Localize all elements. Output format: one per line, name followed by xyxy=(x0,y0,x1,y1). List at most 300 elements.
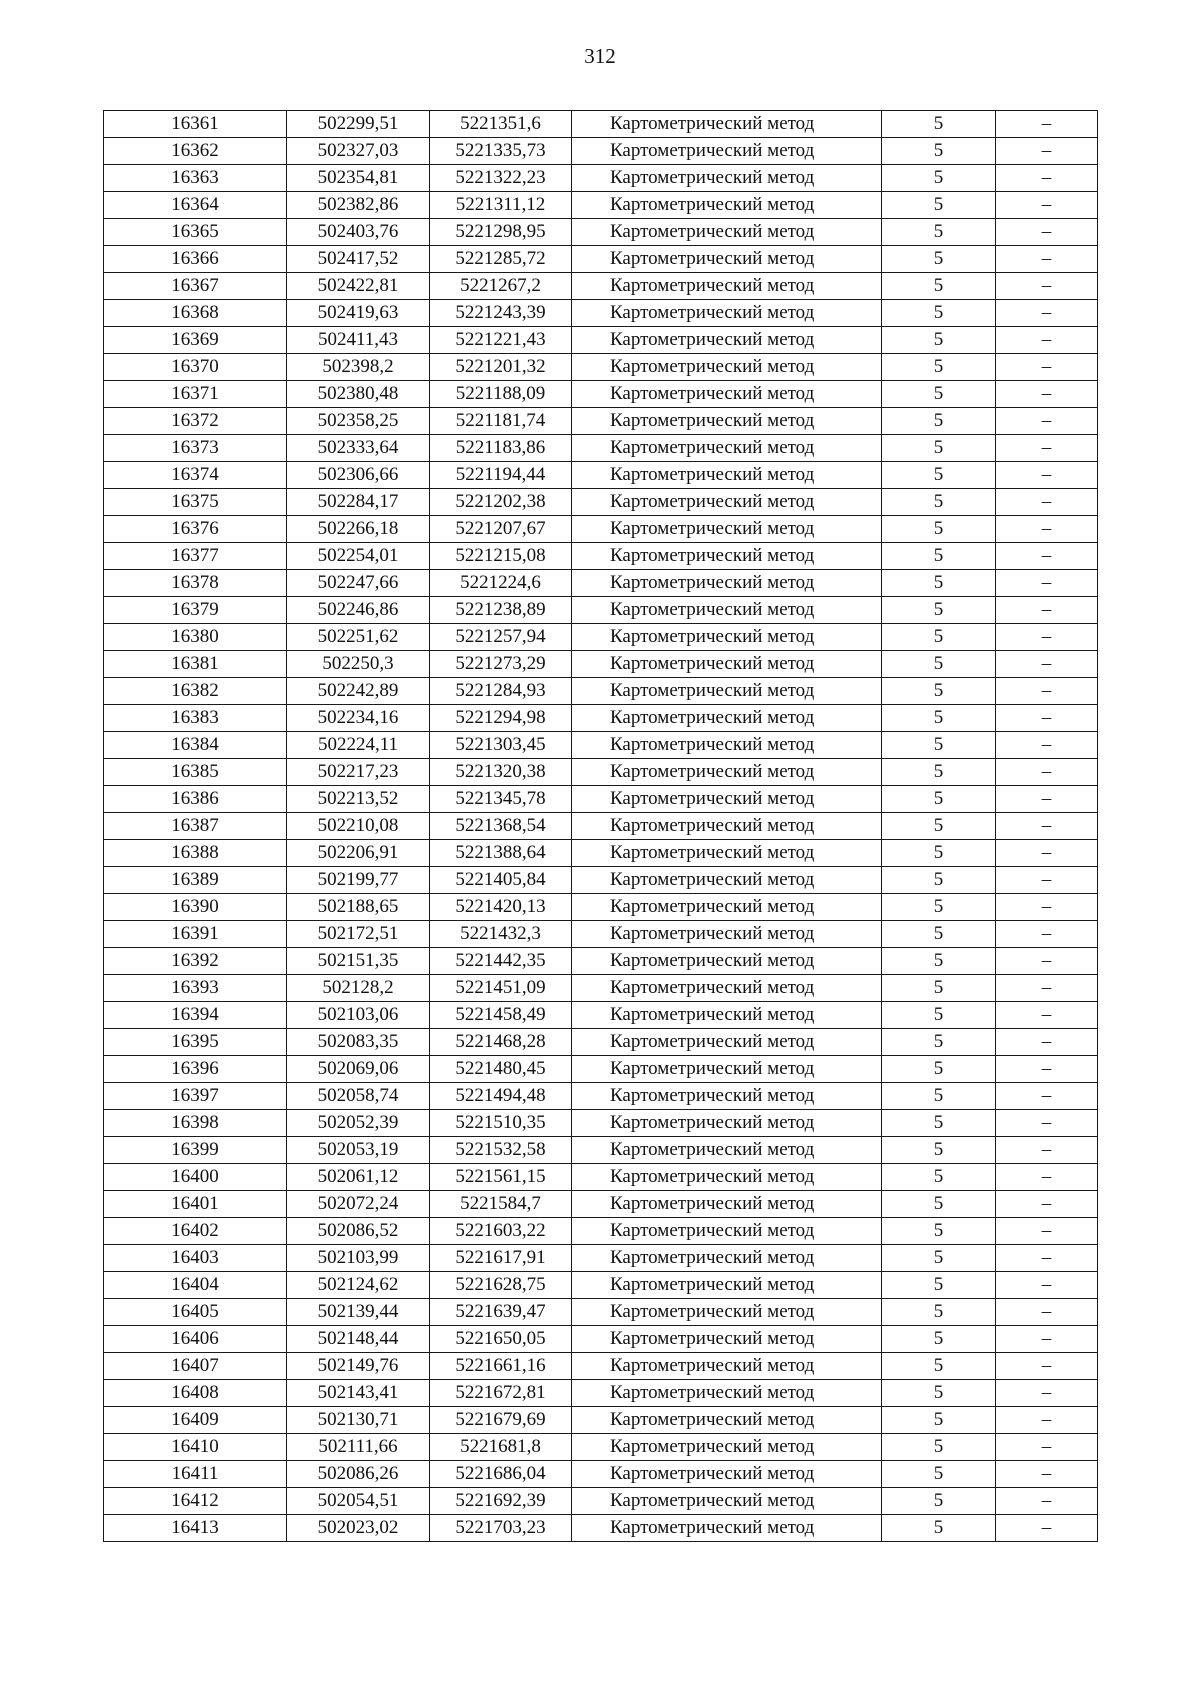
point-number-cell: 16400 xyxy=(104,1164,287,1191)
accuracy-cell: 5 xyxy=(882,1218,996,1245)
table-row xyxy=(104,1299,1098,1326)
y-coordinate-cell: 5221267,2 xyxy=(430,273,572,300)
method-cell: Картометрический метод xyxy=(572,732,882,759)
y-coordinate-cell: 5221672,81 xyxy=(430,1380,572,1407)
y-coordinate-cell: 5221183,86 xyxy=(430,435,572,462)
point-number-cell: 16374 xyxy=(104,462,287,489)
y-coordinate-cell: 5221368,54 xyxy=(430,813,572,840)
method-cell: Картометрический метод xyxy=(572,516,882,543)
x-coordinate-cell: 502327,03 xyxy=(287,138,430,165)
y-coordinate-cell: 5221703,23 xyxy=(430,1515,572,1542)
y-coordinate-cell: 5221405,84 xyxy=(430,867,572,894)
note-cell: – xyxy=(996,651,1098,678)
note-cell: – xyxy=(996,867,1098,894)
table-row xyxy=(104,1515,1098,1542)
table-row xyxy=(104,840,1098,867)
table-row xyxy=(104,489,1098,516)
table-row xyxy=(104,651,1098,678)
accuracy-cell: 5 xyxy=(882,1137,996,1164)
method-cell: Картометрический метод xyxy=(572,435,882,462)
y-coordinate-cell: 5221298,95 xyxy=(430,219,572,246)
x-coordinate-cell: 502103,06 xyxy=(287,1002,430,1029)
accuracy-cell: 5 xyxy=(882,705,996,732)
note-cell: – xyxy=(996,273,1098,300)
x-coordinate-cell: 502354,81 xyxy=(287,165,430,192)
accuracy-cell: 5 xyxy=(882,354,996,381)
note-cell: – xyxy=(996,435,1098,462)
accuracy-cell: 5 xyxy=(882,1083,996,1110)
accuracy-cell: 5 xyxy=(882,678,996,705)
y-coordinate-cell: 5221294,98 xyxy=(430,705,572,732)
x-coordinate-cell: 502213,52 xyxy=(287,786,430,813)
accuracy-cell: 5 xyxy=(882,408,996,435)
accuracy-cell: 5 xyxy=(882,570,996,597)
y-coordinate-cell: 5221692,39 xyxy=(430,1488,572,1515)
note-cell: – xyxy=(996,678,1098,705)
method-cell: Картометрический метод xyxy=(572,1299,882,1326)
table-row xyxy=(104,1353,1098,1380)
x-coordinate-cell: 502086,52 xyxy=(287,1218,430,1245)
point-number-cell: 16382 xyxy=(104,678,287,705)
y-coordinate-cell: 5221215,08 xyxy=(430,543,572,570)
y-coordinate-cell: 5221661,16 xyxy=(430,1353,572,1380)
point-number-cell: 16365 xyxy=(104,219,287,246)
table-row xyxy=(104,1380,1098,1407)
method-cell: Картометрический метод xyxy=(572,597,882,624)
y-coordinate-cell: 5221532,58 xyxy=(430,1137,572,1164)
point-number-cell: 16367 xyxy=(104,273,287,300)
x-coordinate-cell: 502210,08 xyxy=(287,813,430,840)
table-row xyxy=(104,1245,1098,1272)
x-coordinate-cell: 502242,89 xyxy=(287,678,430,705)
note-cell: – xyxy=(996,354,1098,381)
note-cell: – xyxy=(996,840,1098,867)
method-cell: Картометрический метод xyxy=(572,300,882,327)
note-cell: – xyxy=(996,813,1098,840)
y-coordinate-cell: 5221194,44 xyxy=(430,462,572,489)
method-cell: Картометрический метод xyxy=(572,678,882,705)
x-coordinate-cell: 502306,66 xyxy=(287,462,430,489)
accuracy-cell: 5 xyxy=(882,1353,996,1380)
accuracy-cell: 5 xyxy=(882,1029,996,1056)
x-coordinate-cell: 502061,12 xyxy=(287,1164,430,1191)
method-cell: Картометрический метод xyxy=(572,705,882,732)
note-cell: – xyxy=(996,1434,1098,1461)
x-coordinate-cell: 502417,52 xyxy=(287,246,430,273)
x-coordinate-cell: 502358,25 xyxy=(287,408,430,435)
table-row xyxy=(104,786,1098,813)
point-number-cell: 16409 xyxy=(104,1407,287,1434)
y-coordinate-cell: 5221202,38 xyxy=(430,489,572,516)
method-cell: Картометрический метод xyxy=(572,381,882,408)
y-coordinate-cell: 5221351,6 xyxy=(430,111,572,138)
accuracy-cell: 5 xyxy=(882,651,996,678)
note-cell: – xyxy=(996,1515,1098,1542)
x-coordinate-cell: 502072,24 xyxy=(287,1191,430,1218)
point-number-cell: 16376 xyxy=(104,516,287,543)
method-cell: Картометрический метод xyxy=(572,813,882,840)
point-number-cell: 16413 xyxy=(104,1515,287,1542)
page-number: 312 xyxy=(584,44,616,68)
note-cell: – xyxy=(996,948,1098,975)
point-number-cell: 16391 xyxy=(104,921,287,948)
note-cell: – xyxy=(996,921,1098,948)
accuracy-cell: 5 xyxy=(882,1461,996,1488)
y-coordinate-cell: 5221639,47 xyxy=(430,1299,572,1326)
table-row xyxy=(104,165,1098,192)
method-cell: Картометрический метод xyxy=(572,867,882,894)
table-row xyxy=(104,678,1098,705)
note-cell: – xyxy=(996,1218,1098,1245)
x-coordinate-cell: 502380,48 xyxy=(287,381,430,408)
note-cell: – xyxy=(996,192,1098,219)
y-coordinate-cell: 5221257,94 xyxy=(430,624,572,651)
x-coordinate-cell: 502188,65 xyxy=(287,894,430,921)
x-coordinate-cell: 502398,2 xyxy=(287,354,430,381)
table-row xyxy=(104,1461,1098,1488)
method-cell: Картометрический метод xyxy=(572,1272,882,1299)
method-cell: Картометрический метод xyxy=(572,786,882,813)
y-coordinate-cell: 5221686,04 xyxy=(430,1461,572,1488)
method-cell: Картометрический метод xyxy=(572,138,882,165)
table-row xyxy=(104,1083,1098,1110)
note-cell: – xyxy=(996,732,1098,759)
note-cell: – xyxy=(996,1461,1098,1488)
coordinates-table xyxy=(103,110,1098,1542)
method-cell: Картометрический метод xyxy=(572,1515,882,1542)
table-row xyxy=(104,813,1098,840)
y-coordinate-cell: 5221603,22 xyxy=(430,1218,572,1245)
y-coordinate-cell: 5221273,29 xyxy=(430,651,572,678)
note-cell: – xyxy=(996,1380,1098,1407)
accuracy-cell: 5 xyxy=(882,192,996,219)
method-cell: Картометрический метод xyxy=(572,219,882,246)
accuracy-cell: 5 xyxy=(882,1002,996,1029)
method-cell: Картометрический метод xyxy=(572,1056,882,1083)
accuracy-cell: 5 xyxy=(882,462,996,489)
point-number-cell: 16364 xyxy=(104,192,287,219)
y-coordinate-cell: 5221181,74 xyxy=(430,408,572,435)
accuracy-cell: 5 xyxy=(882,786,996,813)
x-coordinate-cell: 502251,62 xyxy=(287,624,430,651)
table-row xyxy=(104,192,1098,219)
y-coordinate-cell: 5221335,73 xyxy=(430,138,572,165)
x-coordinate-cell: 502128,2 xyxy=(287,975,430,1002)
y-coordinate-cell: 5221224,6 xyxy=(430,570,572,597)
method-cell: Картометрический метод xyxy=(572,543,882,570)
x-coordinate-cell: 502224,11 xyxy=(287,732,430,759)
table-row xyxy=(104,1434,1098,1461)
point-number-cell: 16387 xyxy=(104,813,287,840)
table-row xyxy=(104,354,1098,381)
note-cell: – xyxy=(996,219,1098,246)
method-cell: Картометрический метод xyxy=(572,624,882,651)
note-cell: – xyxy=(996,1137,1098,1164)
coordinates-table-body xyxy=(104,111,1098,1542)
y-coordinate-cell: 5221650,05 xyxy=(430,1326,572,1353)
point-number-cell: 16412 xyxy=(104,1488,287,1515)
note-cell: – xyxy=(996,489,1098,516)
note-cell: – xyxy=(996,1056,1098,1083)
x-coordinate-cell: 502266,18 xyxy=(287,516,430,543)
accuracy-cell: 5 xyxy=(882,219,996,246)
method-cell: Картометрический метод xyxy=(572,246,882,273)
point-number-cell: 16379 xyxy=(104,597,287,624)
table-row xyxy=(104,948,1098,975)
note-cell: – xyxy=(996,1083,1098,1110)
note-cell: – xyxy=(996,1029,1098,1056)
point-number-cell: 16362 xyxy=(104,138,287,165)
point-number-cell: 16369 xyxy=(104,327,287,354)
y-coordinate-cell: 5221494,48 xyxy=(430,1083,572,1110)
note-cell: – xyxy=(996,1353,1098,1380)
y-coordinate-cell: 5221451,09 xyxy=(430,975,572,1002)
method-cell: Картометрический метод xyxy=(572,192,882,219)
note-cell: – xyxy=(996,597,1098,624)
table-row xyxy=(104,543,1098,570)
note-cell: – xyxy=(996,543,1098,570)
y-coordinate-cell: 5221188,09 xyxy=(430,381,572,408)
y-coordinate-cell: 5221320,38 xyxy=(430,759,572,786)
note-cell: – xyxy=(996,408,1098,435)
table-row xyxy=(104,1191,1098,1218)
method-cell: Картометрический метод xyxy=(572,651,882,678)
x-coordinate-cell: 502103,99 xyxy=(287,1245,430,1272)
table-row xyxy=(104,516,1098,543)
x-coordinate-cell: 502254,01 xyxy=(287,543,430,570)
point-number-cell: 16401 xyxy=(104,1191,287,1218)
x-coordinate-cell: 502247,66 xyxy=(287,570,430,597)
x-coordinate-cell: 502083,35 xyxy=(287,1029,430,1056)
accuracy-cell: 5 xyxy=(882,435,996,462)
x-coordinate-cell: 502284,17 xyxy=(287,489,430,516)
table-row xyxy=(104,246,1098,273)
note-cell: – xyxy=(996,246,1098,273)
x-coordinate-cell: 502023,02 xyxy=(287,1515,430,1542)
accuracy-cell: 5 xyxy=(882,165,996,192)
accuracy-cell: 5 xyxy=(882,1488,996,1515)
method-cell: Картометрический метод xyxy=(572,759,882,786)
x-coordinate-cell: 502053,19 xyxy=(287,1137,430,1164)
note-cell: – xyxy=(996,381,1098,408)
point-number-cell: 16402 xyxy=(104,1218,287,1245)
y-coordinate-cell: 5221432,3 xyxy=(430,921,572,948)
note-cell: – xyxy=(996,705,1098,732)
y-coordinate-cell: 5221238,89 xyxy=(430,597,572,624)
table-row xyxy=(104,1137,1098,1164)
y-coordinate-cell: 5221284,93 xyxy=(430,678,572,705)
method-cell: Картометрический метод xyxy=(572,894,882,921)
table-row xyxy=(104,408,1098,435)
method-cell: Картометрический метод xyxy=(572,948,882,975)
accuracy-cell: 5 xyxy=(882,1110,996,1137)
accuracy-cell: 5 xyxy=(882,975,996,1002)
accuracy-cell: 5 xyxy=(882,840,996,867)
table-row xyxy=(104,597,1098,624)
table-row xyxy=(104,300,1098,327)
method-cell: Картометрический метод xyxy=(572,840,882,867)
x-coordinate-cell: 502217,23 xyxy=(287,759,430,786)
table-row xyxy=(104,732,1098,759)
table-row xyxy=(104,273,1098,300)
table-row xyxy=(104,1488,1098,1515)
accuracy-cell: 5 xyxy=(882,732,996,759)
method-cell: Картометрический метод xyxy=(572,1218,882,1245)
note-cell: – xyxy=(996,570,1098,597)
method-cell: Картометрический метод xyxy=(572,273,882,300)
method-cell: Картометрический метод xyxy=(572,165,882,192)
note-cell: – xyxy=(996,1191,1098,1218)
note-cell: – xyxy=(996,300,1098,327)
method-cell: Картометрический метод xyxy=(572,1353,882,1380)
table-row xyxy=(104,1029,1098,1056)
note-cell: – xyxy=(996,624,1098,651)
y-coordinate-cell: 5221617,91 xyxy=(430,1245,572,1272)
note-cell: – xyxy=(996,1110,1098,1137)
table-row xyxy=(104,219,1098,246)
x-coordinate-cell: 502052,39 xyxy=(287,1110,430,1137)
note-cell: – xyxy=(996,327,1098,354)
method-cell: Картометрический метод xyxy=(572,570,882,597)
point-number-cell: 16390 xyxy=(104,894,287,921)
x-coordinate-cell: 502111,66 xyxy=(287,1434,430,1461)
method-cell: Картометрический метод xyxy=(572,1488,882,1515)
point-number-cell: 16388 xyxy=(104,840,287,867)
table-row xyxy=(104,921,1098,948)
point-number-cell: 16385 xyxy=(104,759,287,786)
method-cell: Картометрический метод xyxy=(572,1326,882,1353)
point-number-cell: 16375 xyxy=(104,489,287,516)
method-cell: Картометрический метод xyxy=(572,111,882,138)
accuracy-cell: 5 xyxy=(882,1245,996,1272)
x-coordinate-cell: 502172,51 xyxy=(287,921,430,948)
table-row xyxy=(104,759,1098,786)
x-coordinate-cell: 502411,43 xyxy=(287,327,430,354)
point-number-cell: 16384 xyxy=(104,732,287,759)
accuracy-cell: 5 xyxy=(882,273,996,300)
accuracy-cell: 5 xyxy=(882,1056,996,1083)
point-number-cell: 16397 xyxy=(104,1083,287,1110)
accuracy-cell: 5 xyxy=(882,1434,996,1461)
accuracy-cell: 5 xyxy=(882,759,996,786)
note-cell: – xyxy=(996,1245,1098,1272)
y-coordinate-cell: 5221480,45 xyxy=(430,1056,572,1083)
x-coordinate-cell: 502333,64 xyxy=(287,435,430,462)
point-number-cell: 16363 xyxy=(104,165,287,192)
note-cell: – xyxy=(996,975,1098,1002)
method-cell: Картометрический метод xyxy=(572,1434,882,1461)
accuracy-cell: 5 xyxy=(882,111,996,138)
note-cell: – xyxy=(996,1326,1098,1353)
note-cell: – xyxy=(996,894,1098,921)
accuracy-cell: 5 xyxy=(882,327,996,354)
y-coordinate-cell: 5221458,49 xyxy=(430,1002,572,1029)
point-number-cell: 16407 xyxy=(104,1353,287,1380)
x-coordinate-cell: 502148,44 xyxy=(287,1326,430,1353)
accuracy-cell: 5 xyxy=(882,138,996,165)
x-coordinate-cell: 502058,74 xyxy=(287,1083,430,1110)
method-cell: Картометрический метод xyxy=(572,327,882,354)
x-coordinate-cell: 502149,76 xyxy=(287,1353,430,1380)
table-row xyxy=(104,111,1098,138)
point-number-cell: 16398 xyxy=(104,1110,287,1137)
point-number-cell: 16372 xyxy=(104,408,287,435)
method-cell: Картометрический метод xyxy=(572,489,882,516)
x-coordinate-cell: 502250,3 xyxy=(287,651,430,678)
table-row xyxy=(104,1407,1098,1434)
point-number-cell: 16383 xyxy=(104,705,287,732)
x-coordinate-cell: 502124,62 xyxy=(287,1272,430,1299)
note-cell: – xyxy=(996,759,1098,786)
x-coordinate-cell: 502054,51 xyxy=(287,1488,430,1515)
x-coordinate-cell: 502403,76 xyxy=(287,219,430,246)
method-cell: Картометрический метод xyxy=(572,1002,882,1029)
table-row xyxy=(104,1326,1098,1353)
point-number-cell: 16395 xyxy=(104,1029,287,1056)
table-row xyxy=(104,894,1098,921)
y-coordinate-cell: 5221285,72 xyxy=(430,246,572,273)
method-cell: Картометрический метод xyxy=(572,1110,882,1137)
point-number-cell: 16408 xyxy=(104,1380,287,1407)
accuracy-cell: 5 xyxy=(882,813,996,840)
x-coordinate-cell: 502299,51 xyxy=(287,111,430,138)
note-cell: – xyxy=(996,1164,1098,1191)
method-cell: Картометрический метод xyxy=(572,1083,882,1110)
point-number-cell: 16394 xyxy=(104,1002,287,1029)
note-cell: – xyxy=(996,1002,1098,1029)
method-cell: Картометрический метод xyxy=(572,1380,882,1407)
point-number-cell: 16373 xyxy=(104,435,287,462)
x-coordinate-cell: 502382,86 xyxy=(287,192,430,219)
point-number-cell: 16405 xyxy=(104,1299,287,1326)
point-number-cell: 16368 xyxy=(104,300,287,327)
accuracy-cell: 5 xyxy=(882,1272,996,1299)
accuracy-cell: 5 xyxy=(882,1515,996,1542)
y-coordinate-cell: 5221311,12 xyxy=(430,192,572,219)
y-coordinate-cell: 5221681,8 xyxy=(430,1434,572,1461)
x-coordinate-cell: 502206,91 xyxy=(287,840,430,867)
table-row xyxy=(104,1002,1098,1029)
point-number-cell: 16371 xyxy=(104,381,287,408)
y-coordinate-cell: 5221628,75 xyxy=(430,1272,572,1299)
accuracy-cell: 5 xyxy=(882,624,996,651)
accuracy-cell: 5 xyxy=(882,543,996,570)
point-number-cell: 16411 xyxy=(104,1461,287,1488)
method-cell: Картометрический метод xyxy=(572,1245,882,1272)
accuracy-cell: 5 xyxy=(882,516,996,543)
method-cell: Картометрический метод xyxy=(572,1407,882,1434)
y-coordinate-cell: 5221201,32 xyxy=(430,354,572,381)
point-number-cell: 16406 xyxy=(104,1326,287,1353)
method-cell: Картометрический метод xyxy=(572,921,882,948)
x-coordinate-cell: 502086,26 xyxy=(287,1461,430,1488)
y-coordinate-cell: 5221322,23 xyxy=(430,165,572,192)
point-number-cell: 16389 xyxy=(104,867,287,894)
note-cell: – xyxy=(996,111,1098,138)
point-number-cell: 16366 xyxy=(104,246,287,273)
method-cell: Картометрический метод xyxy=(572,462,882,489)
table-row xyxy=(104,1056,1098,1083)
x-coordinate-cell: 502199,77 xyxy=(287,867,430,894)
accuracy-cell: 5 xyxy=(882,867,996,894)
point-number-cell: 16386 xyxy=(104,786,287,813)
note-cell: – xyxy=(996,1407,1098,1434)
table-row xyxy=(104,138,1098,165)
table-row xyxy=(104,381,1098,408)
point-number-cell: 16393 xyxy=(104,975,287,1002)
accuracy-cell: 5 xyxy=(882,1191,996,1218)
note-cell: – xyxy=(996,138,1098,165)
